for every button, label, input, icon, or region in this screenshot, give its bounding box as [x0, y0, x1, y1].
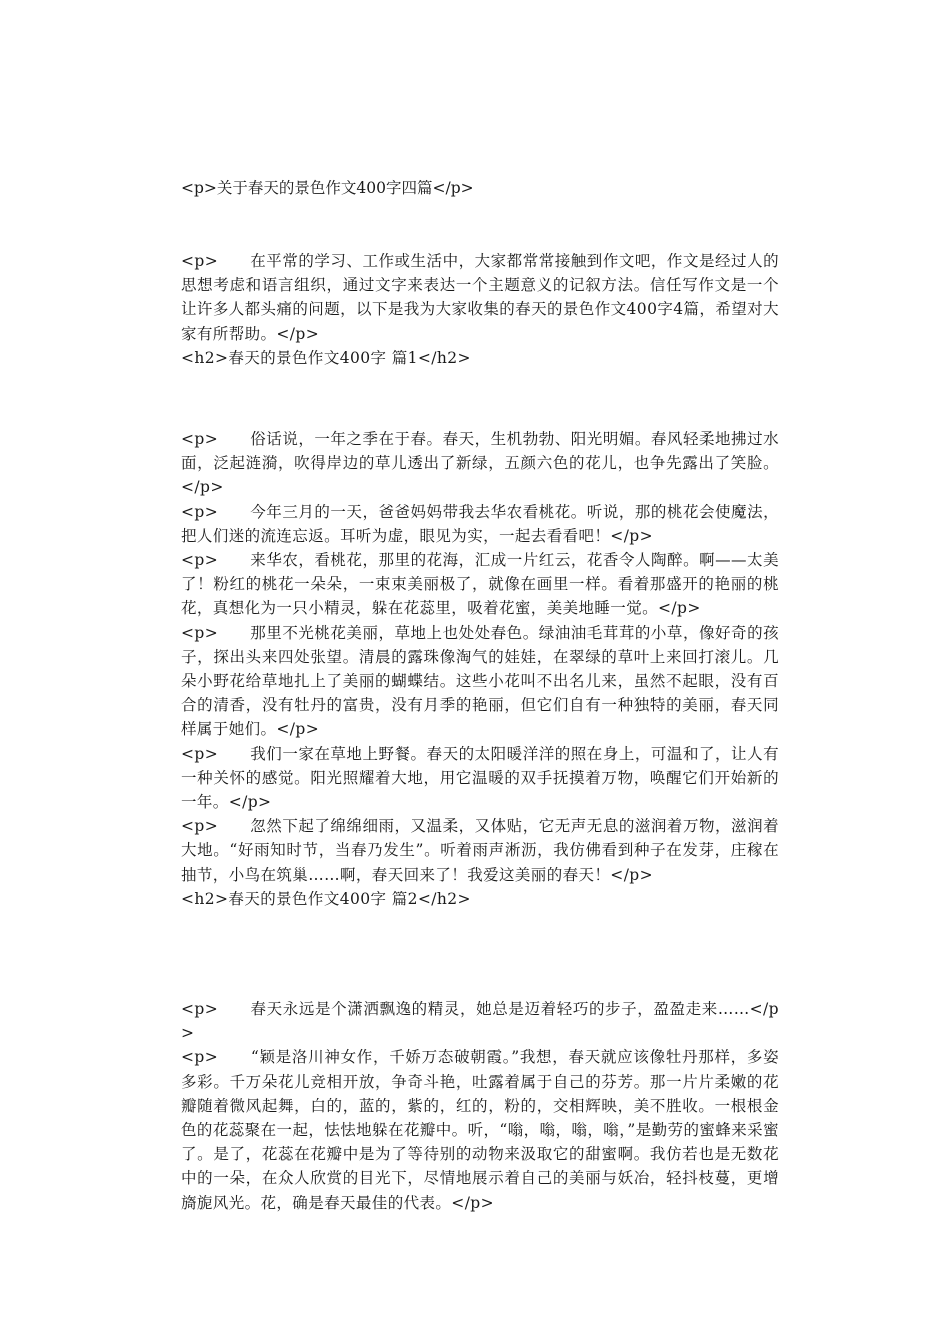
section-heading-1: <h2>春天的景色作文400字 篇1</h2>: [181, 348, 471, 367]
section1-paragraph-2: <p> 今年三月的一天，爸爸妈妈带我去华农看桃花。听说，那的桃花会使魔法，把人们迷的流连忘返。耳听为虚，眼见为实，一起去看看吧！</p>: [181, 502, 779, 545]
section1-paragraph-6: <p> 忽然下起了绵绵细雨，又温柔，又体贴，它无声无息的滋润着万物，滋润着大地。“好雨知时节，当春乃发生”。听着雨声淅沥，我仿佛看到种子在发芽，庄稼在抽节，小鸟在筑巢……啊，春天回来了！我爱这美丽的春天！</p>: [181, 817, 779, 884]
document-title: <p>关于春天的景色作文400字四篇</p>: [181, 179, 474, 197]
section-2: [181, 997, 779, 1215]
intro-paragraph: <p> 在平常的学习、工作或生活中，大家都常常接触到作文吧，作文是经过人的思想考虑和语言组织，通过文字来表达一个主题意义的记叙方法。信任写作文是一个让许多人都头痛的问题，以下是我为大家收集的春天的景色作文400字4篇，希望对大家有所帮助。</p>: [181, 252, 779, 343]
section1-paragraph-4: <p> 那里不光桃花美丽，草地上也处处春色。绿油油毛茸茸的小草，像好奇的孩子，探出头来四处张望。清晨的露珠像淘气的娃娃，在翠绿的草叶上来回打滚儿。几朵小野花给草地扎上了美丽的蝴蝶结。这些小花叫不出名儿来，虽然不起眼，没有百合的清香，没有牡丹的富贵，没有月季的艳丽，但它们自有一种独特的美丽，春天同样属于她们。</p>: [181, 623, 779, 739]
section2-paragraph-1: <p> 春天永远是个潇洒飘逸的精灵，她总是迈着轻巧的步子，盈盈走来……</p>: [181, 1000, 779, 1043]
section1-paragraph-1: <p> 俗话说，一年之季在于春。春天，生机勃勃、阳光明媚。春风轻柔地拂过水面，泛起涟漪，吹得岸边的草儿透出了新绿，五颜六色的花儿，也争先露出了笑脸。</p>: [181, 430, 779, 497]
section-1: [181, 427, 779, 911]
section1-paragraph-5: <p> 我们一家在草地上野餐。春天的太阳暖洋洋的照在身上，可温和了，让人有一种关怀的感觉。阳光照耀着大地，用它温暖的双手抚摸着万物，唤醒它们开始新的一年。</p>: [181, 744, 779, 812]
section-heading-2: <h2>春天的景色作文400字 篇2</h2>: [181, 889, 471, 908]
section2-paragraph-2: <p> “颖是洛川神女作，千娇万态破朝霞。”我想，春天就应该像牡丹那样，多姿多彩。千万朵花儿竞相开放，争奇斗艳，吐露着属于自己的芬芳。那一片片柔嫩的花瓣随着微风起舞，白的，蓝的，紫的，红的，粉的，交相辉映，美不胜收。一根根金色的花蕊聚在一起，怯怯地躲在花瓣中。听，“嗡，嗡，嗡，嗡，”是勤劳的蜜蜂来采蜜了。是了，花蕊在花瓣中是为了等待别的动物来汲取它的甜蜜啊。我仿若也是无数花中的一朵，在众人欣赏的目光下，尽情地展示着自己的美丽与妖冶，轻抖枝蔓，更增旖旎风光。花，确是春天最佳的代表。</p>: [181, 1048, 779, 1212]
section1-paragraph-3: <p> 来华农，看桃花，那里的花海，汇成一片红云，花香令人陶醉。啊——太美了！粉红的桃花一朵朵，一束束美丽极了，就像在画里一样。看着那盛开的艳丽的桃花，真想化为一只小精灵，躲在花蕊里，吸着花蜜，美美地睡一觉。</p>: [181, 551, 779, 618]
intro-block: [181, 249, 779, 370]
